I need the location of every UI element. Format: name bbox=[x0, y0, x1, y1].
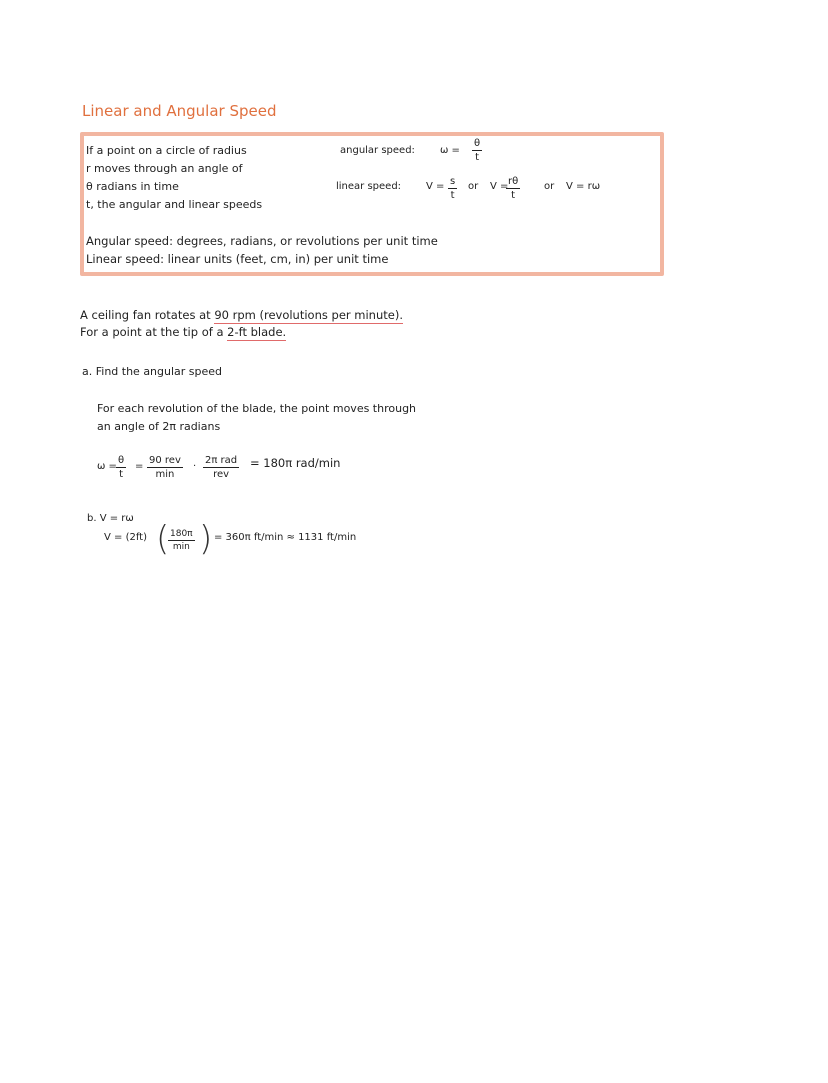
linear-speed-fraction-1 bbox=[448, 177, 457, 201]
fraction-denominator: t bbox=[450, 190, 455, 201]
fraction-denominator: rev bbox=[213, 469, 230, 480]
definition-line-2: r moves through an angle of bbox=[86, 162, 243, 175]
part-a-equals: = bbox=[135, 461, 144, 472]
part-a-fraction-3 bbox=[203, 456, 239, 480]
fraction-denominator: t bbox=[119, 469, 124, 480]
left-parenthesis: ( bbox=[156, 519, 170, 559]
fraction-numerator: θ bbox=[118, 455, 125, 466]
angular-speed-units: Angular speed: degrees, radians, or revolutions per unit time bbox=[86, 234, 438, 248]
fraction-denominator: t bbox=[511, 190, 516, 201]
problem-rpm: 90 rpm (revolutions per minute). bbox=[214, 308, 403, 322]
definition-line-1: If a point on a circle of radius bbox=[86, 144, 247, 157]
problem-line-1 bbox=[80, 310, 403, 322]
linear-speed-lhs-2: V = bbox=[490, 181, 509, 192]
fraction-numerator: s bbox=[450, 176, 456, 187]
angular-speed-fraction bbox=[472, 139, 482, 163]
fraction-numerator: θ bbox=[474, 138, 481, 149]
part-b-label: b. V = rω bbox=[87, 513, 134, 524]
fraction-denominator: t bbox=[475, 152, 480, 163]
part-b-lhs: V = (2ft) bbox=[104, 532, 148, 543]
or-text-2: or bbox=[544, 181, 555, 192]
fraction-numerator: 180π bbox=[170, 529, 193, 539]
linear-speed-lhs-1: V = bbox=[426, 181, 445, 192]
definition-line-3: θ radians in time bbox=[86, 180, 179, 193]
definition-line-4: t, the angular and linear speeds bbox=[86, 198, 263, 211]
part-a-result: = 180π rad/min bbox=[250, 456, 341, 470]
part-a-dot: · bbox=[193, 461, 197, 472]
part-a-fraction-1 bbox=[116, 456, 126, 480]
fraction-denominator: min bbox=[155, 469, 175, 480]
linear-speed-units: Linear speed: linear units (feet, cm, in) per unit time bbox=[86, 252, 389, 266]
problem-line-2 bbox=[80, 327, 286, 339]
linear-speed-label: linear speed: bbox=[336, 181, 402, 192]
angular-speed-lhs: ω = bbox=[440, 145, 460, 156]
part-a-note-1: For each revolution of the blade, the point moves through bbox=[97, 402, 417, 415]
part-a-note-2: an angle of 2π radians bbox=[97, 420, 221, 433]
linear-speed-rw: V = rω bbox=[566, 181, 601, 192]
right-parenthesis: ) bbox=[199, 519, 213, 559]
part-a-fraction-2 bbox=[147, 456, 183, 480]
fraction-denominator: min bbox=[172, 542, 190, 552]
linear-speed-fraction-2 bbox=[506, 177, 520, 201]
fraction-numerator: 2π rad bbox=[205, 455, 238, 466]
or-text-1: or bbox=[468, 181, 479, 192]
problem-text: For a point at the tip of a bbox=[80, 325, 224, 339]
part-b-fraction bbox=[168, 530, 195, 552]
fraction-numerator: rθ bbox=[508, 176, 519, 187]
problem-text: A ceiling fan rotates at bbox=[80, 308, 211, 322]
part-a-label: a. Find the angular speed bbox=[82, 365, 223, 378]
page-title: Linear and Angular Speed bbox=[82, 102, 277, 120]
fraction-numerator: 90 rev bbox=[149, 455, 181, 466]
part-a-lhs: ω = bbox=[97, 461, 117, 472]
angular-speed-label: angular speed: bbox=[340, 145, 415, 156]
part-b-result: = 360π ft/min ≈ 1131 ft/min bbox=[214, 532, 357, 543]
problem-blade: 2-ft blade. bbox=[227, 325, 287, 339]
